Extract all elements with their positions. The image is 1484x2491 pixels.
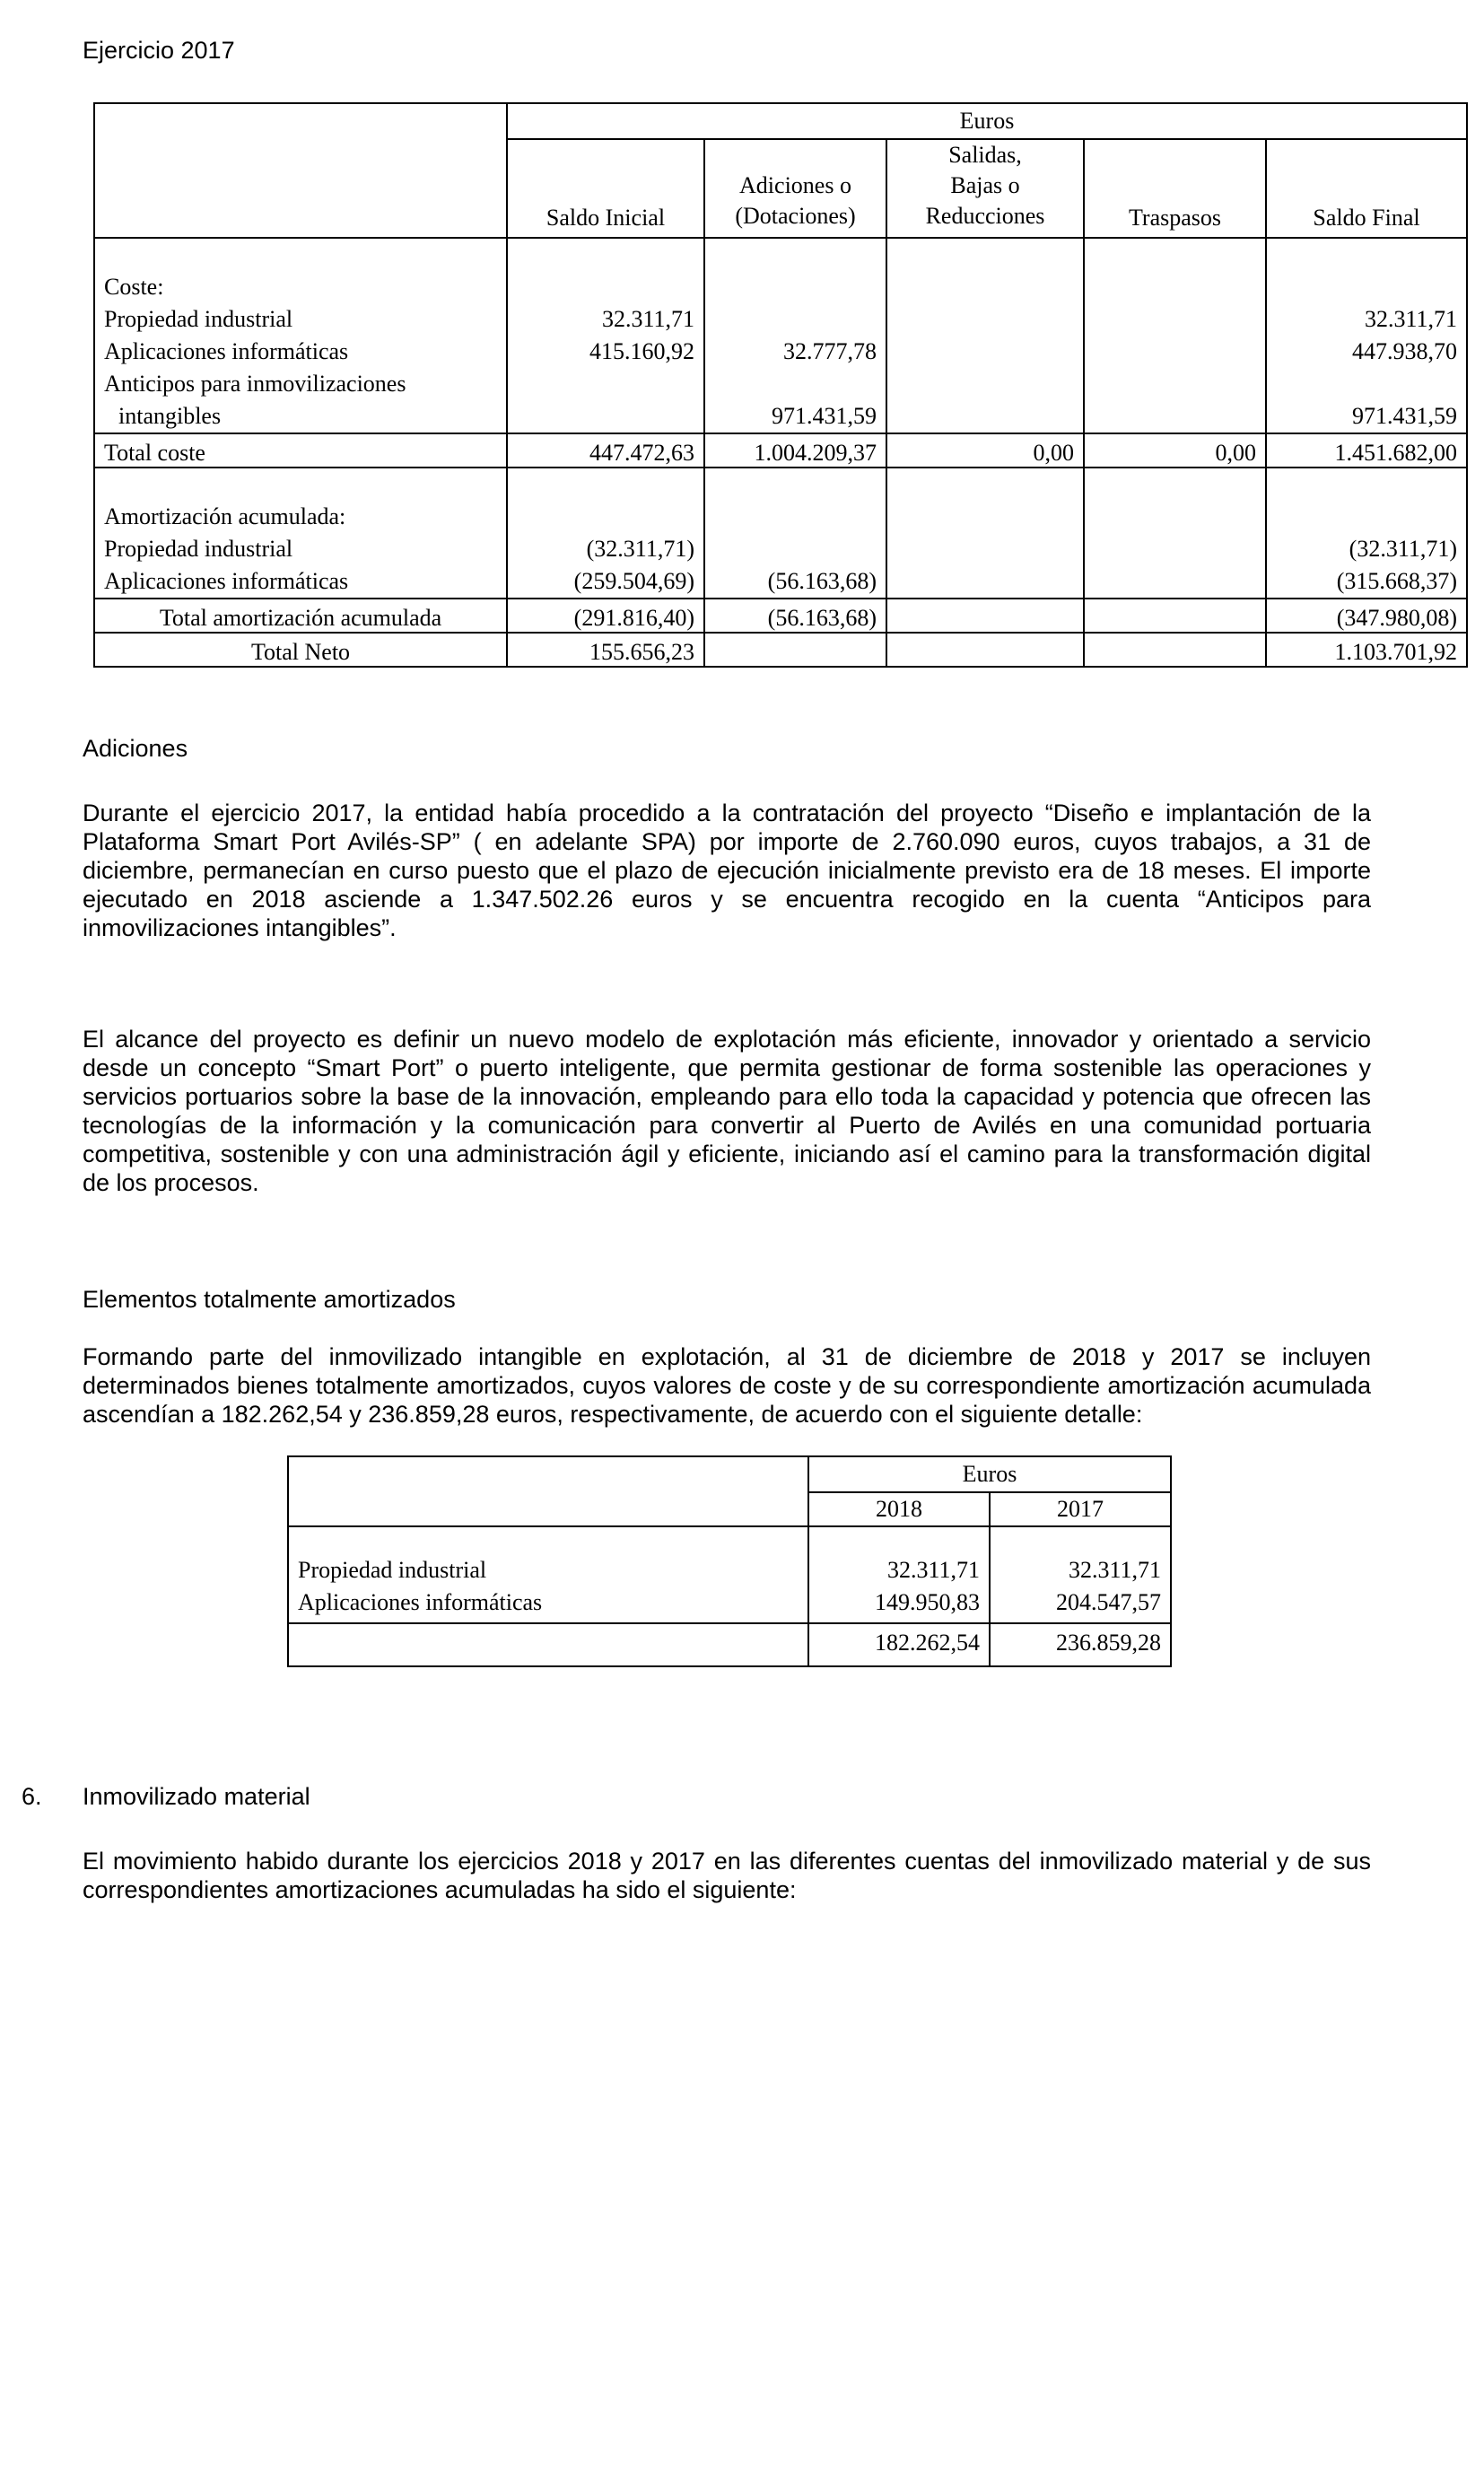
table2-labels: [288, 1526, 808, 1623]
row-label: Aplicaciones informáticas: [104, 568, 349, 594]
euros-header: Euros: [507, 103, 1467, 139]
coste-inicial: 32.311,71 415.160,92: [507, 238, 704, 433]
total-neto-label: Total Neto: [94, 633, 507, 667]
coste-labels: [94, 238, 507, 433]
row-label: intangibles: [118, 403, 222, 429]
coste-adiciones: 32.777,78 971.431,59: [704, 238, 886, 433]
fully-amortized-table: [287, 1455, 1172, 1667]
euros-header: Euros: [808, 1456, 1171, 1492]
adiciones-paragraph-1: Durante el ejercicio 2017, la entidad había procedido a la contratación del proyecto “Diseño e implantación de la Plataforma Smart Port Avilés-SP” ( en adelante SPA) por importe de 2.760.090 euros, cuyos trabajos, a 31 de diciembre, permanecían en curso puesto que el plazo de ejecución inicialmente previsto era de 18 meses. El importe ejecutado en 2018 asciende a 1.347.502.26 euros y se encuentra recogido en la cuenta “Anticipos para inmovilizaciones intangibles”.: [83, 800, 1371, 941]
total-amort-row: [94, 599, 1467, 633]
total-amort-adiciones: (56.163,68): [704, 599, 886, 633]
section6-paragraph: El movimiento habido durante los ejercicios 2018 y 2017 en las diferentes cuentas del inmovilizado material y de sus correspondientes amortizaciones acumuladas ha sido el siguiente:: [83, 1848, 1371, 1903]
col-saldo-inicial: Saldo Inicial: [507, 139, 704, 238]
col-2017: 2017: [990, 1492, 1171, 1526]
amortizados-heading: Elementos totalmente amortizados: [83, 1286, 456, 1313]
col-2018: 2018: [808, 1492, 990, 1526]
total-coste-salidas: 0,00: [886, 433, 1084, 468]
table2-total-2017: 236.859,28: [990, 1623, 1171, 1666]
year-heading: Ejercicio 2017: [83, 37, 235, 64]
table2-2018-values: 32.311,71 149.950,83: [808, 1526, 990, 1623]
adiciones-heading: Adiciones: [83, 735, 188, 762]
row-label: Anticipos para inmovilizaciones: [104, 371, 406, 397]
row-label: Aplicaciones informáticas: [298, 1589, 543, 1615]
row-label: Propiedad industrial: [298, 1557, 487, 1583]
total-coste-final: 1.451.682,00: [1266, 433, 1467, 468]
col-saldo-final: Saldo Final: [1266, 139, 1467, 238]
total-neto-row: [94, 633, 1467, 667]
row-label: Propiedad industrial: [104, 306, 293, 332]
coste-section-label: Coste:: [104, 274, 164, 300]
total-coste-row: [94, 433, 1467, 468]
amort-final: (32.311,71) (315.668,37): [1266, 468, 1467, 599]
intangible-movement-table-2017: [93, 102, 1468, 668]
total-neto-inicial: 155.656,23: [507, 633, 704, 667]
total-amort-final: (347.980,08): [1266, 599, 1467, 633]
amort-salidas: [886, 468, 1084, 599]
coste-salidas: [886, 238, 1084, 433]
total-neto-final: 1.103.701,92: [1266, 633, 1467, 667]
col-salidas: Salidas, Bajas o Reducciones: [886, 139, 1084, 238]
total-coste-traspasos: 0,00: [1084, 433, 1266, 468]
total-coste-adiciones: 1.004.209,37: [704, 433, 886, 468]
total-coste-label: Total coste: [94, 433, 507, 468]
adiciones-paragraph-2: El alcance del proyecto es definir un nuevo modelo de explotación más eficiente, innovador y orientado a servicio desde un concepto “Smart Port” o puerto inteligente, que permita gestionar de forma sostenible las operaciones y servicios portuarios sobre la base de la innovación, empleando para ello toda la capacidad y potencia que ofrecen las tecnologías de la información y la comunicación para convertir al Puerto de Avilés en una comunidad portuaria competitiva, sostenible y con una administración ágil y eficiente, iniciando así el camino para la transformación digital de los procesos.: [83, 1026, 1371, 1196]
total-coste-inicial: 447.472,63: [507, 433, 704, 468]
col-adiciones: Adiciones o (Dotaciones): [704, 139, 886, 238]
amort-inicial: (32.311,71) (259.504,69): [507, 468, 704, 599]
total-amort-inicial: (291.816,40): [507, 599, 704, 633]
header-blank: [94, 103, 507, 238]
total-amort-label: Total amortización acumulada: [94, 599, 507, 633]
section-title: Inmovilizado material: [83, 1783, 310, 1810]
amort-section-label: Amortización acumulada:: [104, 503, 346, 529]
amortizados-paragraph: Formando parte del inmovilizado intangible en explotación, al 31 de diciembre de 2018 y 2017 se incluyen determinados bienes totalmente amortizados, cuyos valores de coste y de su correspondiente amortización acumulada ascendían a 182.262,54 y 236.859,28 euros, respectivamente, de acuerdo con el siguiente detalle:: [83, 1343, 1371, 1428]
amort-traspasos: [1084, 468, 1266, 599]
amort-labels: [94, 468, 507, 599]
row-label: Propiedad industrial: [104, 536, 293, 562]
row-label: Aplicaciones informáticas: [104, 338, 349, 364]
header-blank: [288, 1456, 808, 1526]
coste-final: 32.311,71 447.938,70 971.431,59: [1266, 238, 1467, 433]
amort-adiciones: (56.163,68): [704, 468, 886, 599]
table2-2017-values: 32.311,71 204.547,57: [990, 1526, 1171, 1623]
col-traspasos: Traspasos: [1084, 139, 1266, 238]
section-number: 6.: [22, 1783, 42, 1810]
coste-traspasos: [1084, 238, 1266, 433]
table2-total-2018: 182.262,54: [808, 1623, 990, 1666]
